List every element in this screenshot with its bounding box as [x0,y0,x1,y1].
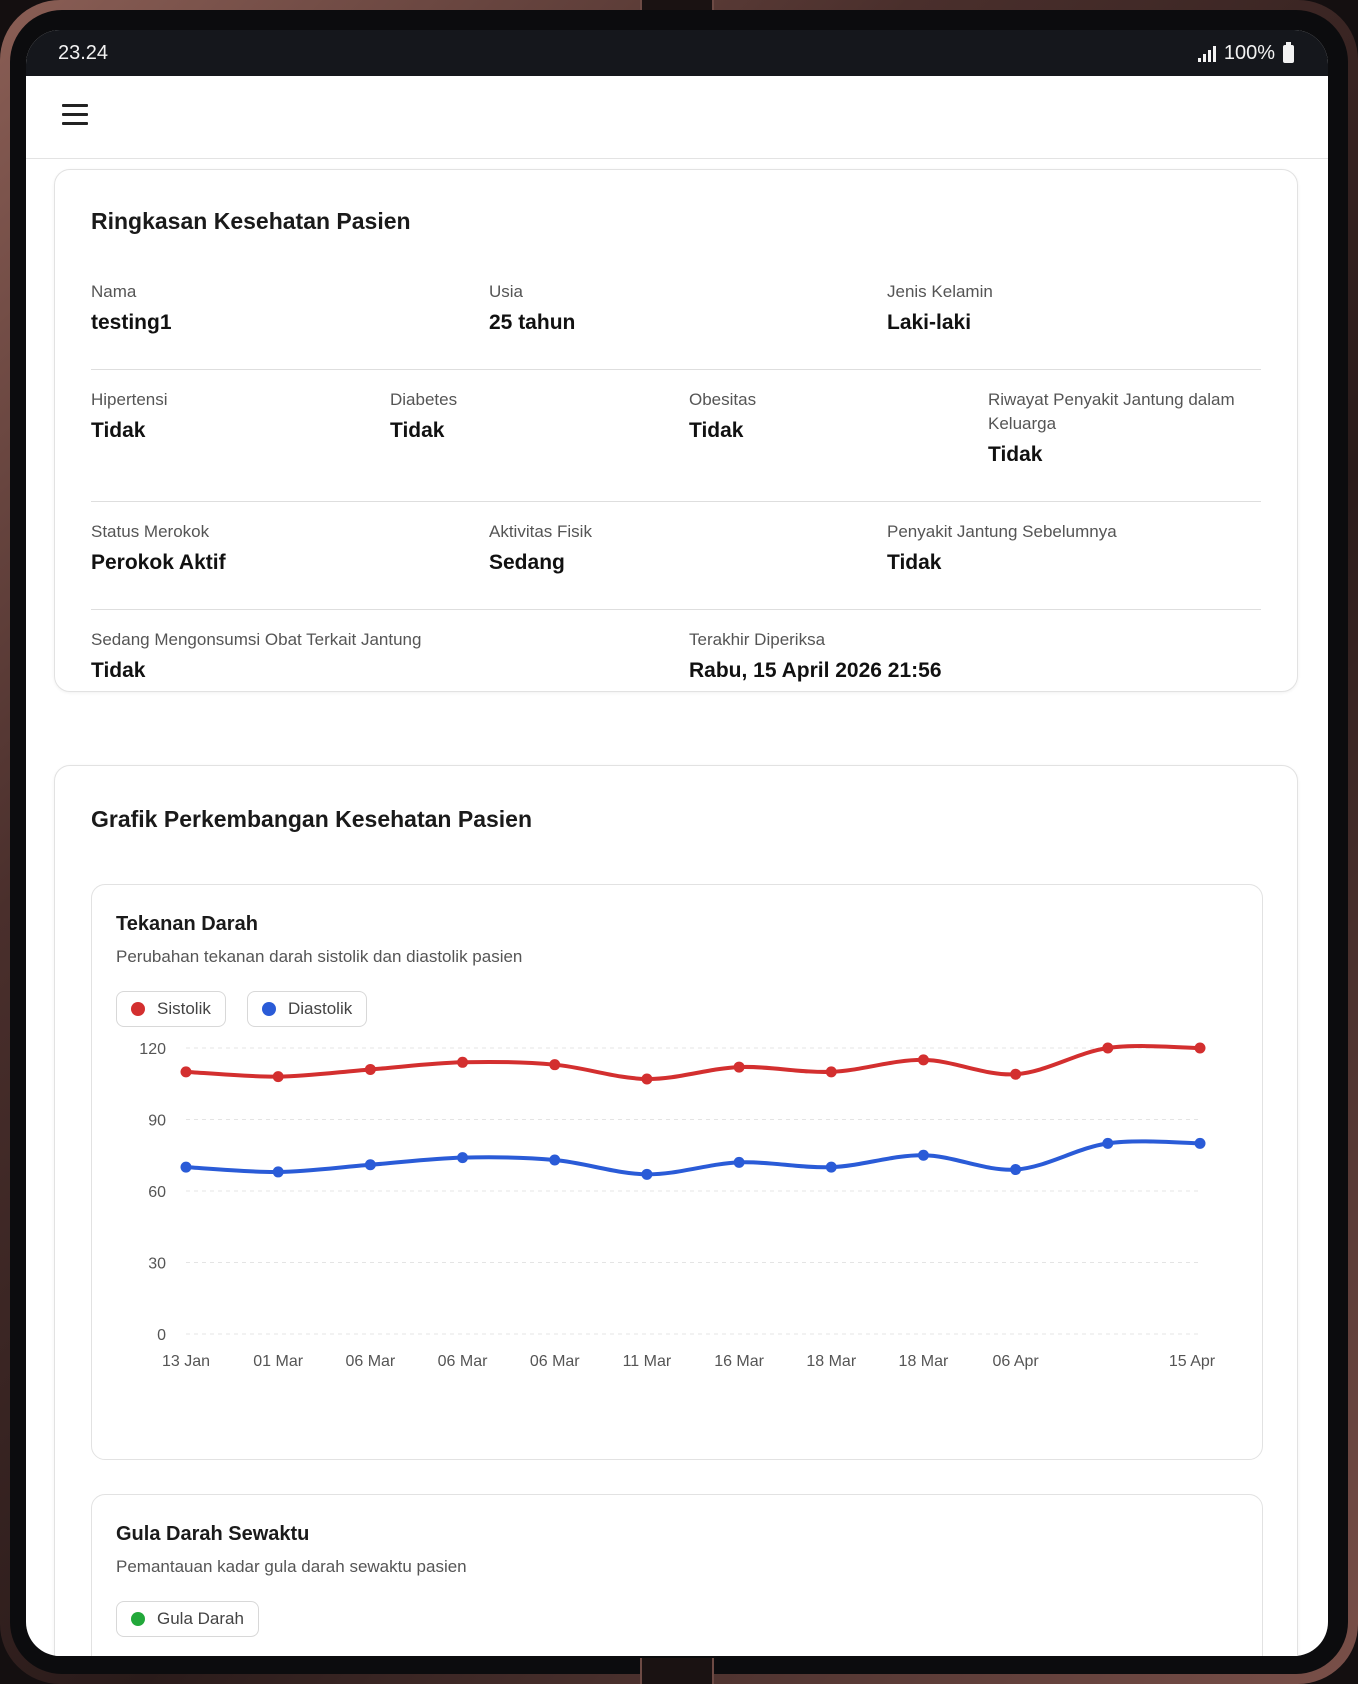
summary-title: Ringkasan Kesehatan Pasien [91,208,411,234]
charts-title: Grafik Perkembangan Kesehatan Pasien [91,806,533,832]
diastolik-point [641,1169,652,1180]
sistolik-point [918,1054,929,1065]
glucose-desc: Pemantauan kadar gula darah sewaktu pasien [116,1557,467,1576]
x-tick-label: 13 Jan [161,1353,211,1370]
diastolik-line [186,1141,1200,1174]
x-tick-label: 06 Apr [992,1353,1039,1370]
sistolik-point [181,1066,192,1077]
usia-label: Usia [489,282,524,301]
sistolik-line [186,1046,1200,1079]
bp-desc: Perubahan tekanan darah sistolik dan diastolik pasien [116,947,523,966]
nama-value: testing1 [91,311,172,334]
penyakit-sebelumnya-label: Penyakit Jantung Sebelumnya [887,522,1117,541]
screen [26,30,1328,1656]
blood-pressure-card [91,884,1263,1460]
terakhir-diperiksa-label: Terakhir Diperiksa [689,630,826,649]
glucose-title: Gula Darah Sewaktu [116,1523,310,1545]
diastolik-point [918,1150,929,1161]
sistolik-point [273,1071,284,1082]
usia-value: 25 tahun [489,311,576,334]
status-right [1198,42,1294,65]
x-tick-label: 06 Mar [345,1353,396,1370]
bp-title: Tekanan Darah [116,913,258,935]
sistolik-point [1102,1043,1113,1054]
battery-icon [1283,45,1294,63]
sistolik-point [1195,1043,1206,1054]
merokok-value: Perokok Aktif [91,551,226,574]
sistolik-point [734,1062,745,1073]
diastolik-point [734,1157,745,1168]
y-tick-label: 30 [148,1255,166,1273]
legend-sistolik-label: Sistolik [157,999,211,1018]
sistolik-point [457,1057,468,1068]
diabetes-value: Tidak [390,419,445,442]
divider [91,501,1261,502]
diastolik-point [273,1166,284,1177]
summary-card [54,169,1298,692]
x-tick-label: 16 Mar [714,1353,764,1370]
merokok-label: Status Merokok [91,522,210,541]
diabetes-label: Diabetes [390,390,458,409]
jenis-kelamin-label: Jenis Kelamin [887,282,993,301]
y-tick-label: 60 [148,1184,166,1201]
sistolik-point [549,1059,560,1070]
x-tick-label: 06 Mar [529,1353,580,1370]
sistolik-point [826,1066,837,1077]
diastolik-point [1102,1138,1113,1149]
x-tick-label: 11 Mar [622,1353,672,1370]
diastolik-point [549,1155,560,1166]
legend-gula-dot [131,1612,145,1626]
riwayat-label-line1: Riwayat Penyakit Jantung dalam [988,390,1235,409]
aktivitas-label: Aktivitas Fisik [489,522,592,541]
riwayat-value: Tidak [988,443,1043,466]
terakhir-diperiksa-value: Rabu, 15 April 2026 21:56 [689,659,942,682]
y-tick-label: 120 [139,1041,166,1058]
obesitas-value: Tidak [689,419,744,442]
penyakit-sebelumnya-value: Tidak [887,551,942,574]
obat-value: Tidak [91,659,146,682]
riwayat-label-line2: Keluarga [988,414,1057,433]
status-bar [26,30,1328,76]
x-tick-label: 15 Apr [1168,1353,1216,1370]
diastolik-point [826,1162,837,1173]
x-tick-label: 01 Mar [253,1353,304,1370]
aktivitas-value: Sedang [489,551,565,574]
y-tick-label: 0 [157,1327,166,1344]
legend-diastolik-label: Diastolik [288,999,353,1018]
hipertensi-value: Tidak [91,419,146,442]
x-tick-label: 18 Mar [898,1353,949,1370]
sistolik-point [365,1064,376,1075]
legend-gula-label: Gula Darah [157,1609,244,1628]
battery-percent: 100% [1223,42,1275,64]
diastolik-point [1010,1164,1021,1175]
diastolik-point [181,1162,192,1173]
app-bar [26,76,1328,159]
legend-gula-darah[interactable] [116,1601,259,1637]
divider [91,609,1261,610]
sistolik-point [641,1073,652,1084]
glucose-card [91,1494,1263,1656]
x-tick-label: 18 Mar [806,1353,857,1370]
obesitas-label: Obesitas [689,390,757,409]
bp-chart [92,885,1262,1461]
hinge-bottom [640,1658,714,1684]
y-tick-label: 90 [148,1112,166,1130]
diastolik-point [457,1152,468,1163]
hipertensi-label: Hipertensi [91,390,168,409]
charts-card [54,765,1298,1656]
sistolik-point [1010,1069,1021,1080]
status-time: 23.24 [58,42,109,64]
obat-label: Sedang Mengonsumsi Obat Terkait Jantung [91,630,422,649]
diastolik-point [365,1159,376,1170]
signal-icon [1198,46,1216,62]
hamburger-menu-icon[interactable] [62,104,88,126]
x-tick-label: 06 Mar [437,1353,488,1370]
divider [91,369,1261,370]
jenis-kelamin-value: Laki-laki [887,311,972,334]
nama-label: Nama [91,282,137,301]
diastolik-point [1195,1138,1206,1149]
